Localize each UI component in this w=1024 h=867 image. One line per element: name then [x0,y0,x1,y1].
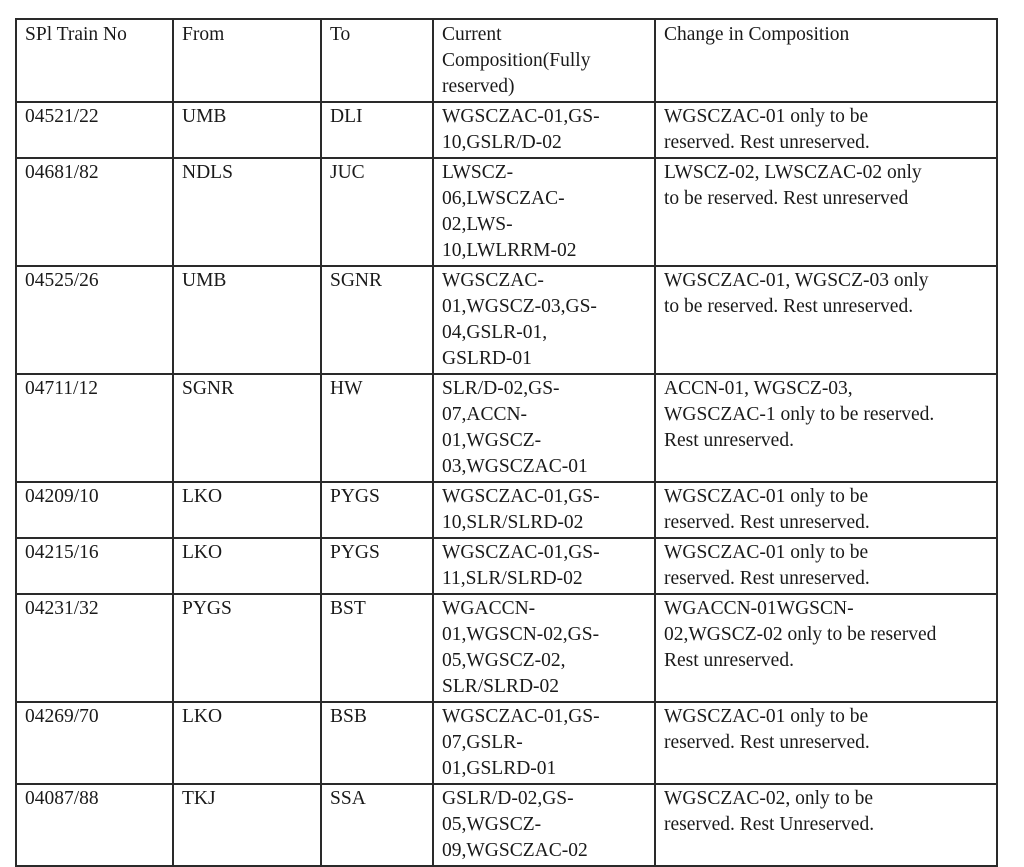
cell-change-in-composition [655,482,997,538]
composition-line: 05,WGSCZ-02, [442,650,566,671]
header-to: To [321,19,433,102]
cell-from: LKO [173,482,321,538]
change-line: reserved. Rest Unreserved. [664,814,875,835]
composition-line: WGSCZAC-01,GS- [442,486,600,507]
cell-change-in-composition [655,784,997,866]
cell-current-composition [433,482,655,538]
table-row [16,102,997,158]
cell-change-in-composition [655,702,997,784]
change-line: WGSCZAC-01 only to be [664,706,869,727]
table-header [16,19,997,102]
composition-line: 05,WGSCZ- [442,814,542,835]
composition-line: 02,LWS- [442,214,513,235]
cell-change-in-composition [655,158,997,266]
cell-current-composition [433,102,655,158]
table-body [16,102,997,866]
composition-line: 10,SLR/SLRD-02 [442,512,584,533]
cell-to: JUC [321,158,433,266]
cell-change-in-composition [655,538,997,594]
cell-train-no: 04269/70 [16,702,173,784]
cell-train-no: 04209/10 [16,482,173,538]
cell-train-no: 04087/88 [16,784,173,866]
cell-to: BST [321,594,433,702]
cell-train-no: 04231/32 [16,594,173,702]
composition-line: WGSCZAC-01,GS- [442,106,600,127]
composition-line: 06,LWSCZAC- [442,188,565,209]
table-row [16,266,997,374]
composition-line: GSLRD-01 [442,348,532,369]
cell-train-no: 04681/82 [16,158,173,266]
header-current-composition-line: reserved) [442,76,515,97]
cell-from: UMB [173,102,321,158]
change-line: reserved. Rest unreserved. [664,732,870,753]
table-row [16,702,997,784]
composition-line: 07,ACCN- [442,404,528,425]
cell-current-composition [433,702,655,784]
cell-from: LKO [173,702,321,784]
header-train-no: SPl Train No [16,19,173,102]
composition-line: 01,WGSCN-02,GS- [442,624,600,645]
cell-from: PYGS [173,594,321,702]
change-line: WGACCN-01WGSCN- [664,598,854,619]
header-change-in-composition: Change in Composition [655,19,997,102]
change-line: to be reserved. Rest unreserved. [664,296,914,317]
cell-from: TKJ [173,784,321,866]
change-line: Rest unreserved. [664,650,794,671]
cell-current-composition [433,374,655,482]
composition-line: 09,WGSCZAC-02 [442,840,588,861]
change-line: reserved. Rest unreserved. [664,568,870,589]
cell-to: HW [321,374,433,482]
composition-line: 01,WGSCZ-03,GS- [442,296,597,317]
composition-line: 01,WGSCZ- [442,430,542,451]
cell-change-in-composition [655,374,997,482]
cell-current-composition [433,784,655,866]
change-line: LWSCZ-02, LWSCZAC-02 only [664,162,922,183]
composition-line: 04,GSLR-01, [442,322,548,343]
cell-current-composition [433,594,655,702]
cell-change-in-composition [655,102,997,158]
change-line: WGSCZAC-1 only to be reserved. [664,404,935,425]
change-line: 02,WGSCZ-02 only to be reserved [664,624,937,645]
change-line: Rest unreserved. [664,430,794,451]
cell-to: BSB [321,702,433,784]
cell-from: LKO [173,538,321,594]
cell-current-composition [433,266,655,374]
header-current-composition-line: Composition(Fully [442,50,591,71]
header-row [16,19,997,102]
composition-line: 01,GSLRD-01 [442,758,557,779]
cell-train-no: 04215/16 [16,538,173,594]
composition-line: WGSCZAC- [442,270,544,291]
change-line: ACCN-01, WGSCZ-03, [664,378,853,399]
cell-train-no: 04521/22 [16,102,173,158]
composition-line: LWSCZ- [442,162,514,183]
composition-line: WGACCN- [442,598,536,619]
composition-line: GSLR/D-02,GS- [442,788,574,809]
change-line: reserved. Rest unreserved. [664,512,870,533]
cell-change-in-composition [655,594,997,702]
cell-train-no: 04525/26 [16,266,173,374]
composition-line: 10,GSLR/D-02 [442,132,562,153]
cell-to: PYGS [321,482,433,538]
change-line: WGSCZAC-02, only to be [664,788,874,809]
composition-line: 03,WGSCZAC-01 [442,456,588,477]
composition-line: 11,SLR/SLRD-02 [442,568,583,589]
change-line: WGSCZAC-01 only to be [664,486,869,507]
table-row [16,784,997,866]
table-row [16,374,997,482]
cell-current-composition [433,158,655,266]
table-row [16,158,997,266]
cell-change-in-composition [655,266,997,374]
cell-to: SGNR [321,266,433,374]
cell-from: SGNR [173,374,321,482]
table-row [16,538,997,594]
special-trains-table [15,18,998,867]
composition-line: 10,LWLRRM-02 [442,240,577,261]
cell-to: DLI [321,102,433,158]
header-from: From [173,19,321,102]
composition-line: 07,GSLR- [442,732,523,753]
cell-to: SSA [321,784,433,866]
header-current-composition-line: Current [442,24,502,45]
composition-line: SLR/D-02,GS- [442,378,560,399]
header-current-composition [433,19,655,102]
composition-line: SLR/SLRD-02 [442,676,560,697]
composition-line: WGSCZAC-01,GS- [442,706,600,727]
table-row [16,594,997,702]
change-line: reserved. Rest unreserved. [664,132,870,153]
change-line: to be reserved. Rest unreserved [664,188,909,209]
cell-from: NDLS [173,158,321,266]
cell-train-no: 04711/12 [16,374,173,482]
cell-current-composition [433,538,655,594]
change-line: WGSCZAC-01 only to be [664,542,869,563]
cell-to: PYGS [321,538,433,594]
change-line: WGSCZAC-01, WGSCZ-03 only [664,270,929,291]
cell-from: UMB [173,266,321,374]
composition-line: WGSCZAC-01,GS- [442,542,600,563]
change-line: WGSCZAC-01 only to be [664,106,869,127]
table-row [16,482,997,538]
